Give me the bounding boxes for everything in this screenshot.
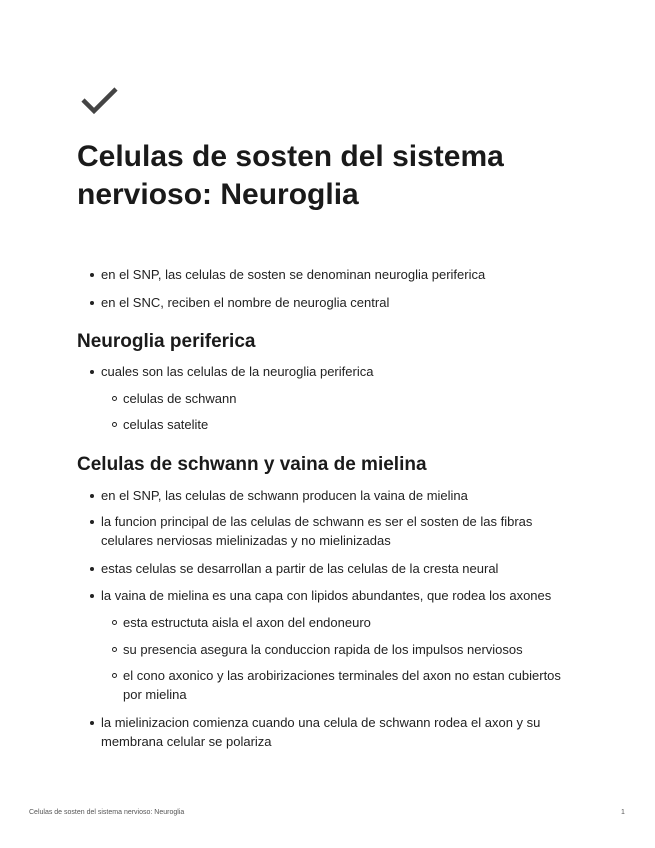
list-item: la funcion principal de las celulas de schwann es ser el sosten de las fibras celulares nerviosas mielinizadas y no mielinizadas [101,512,541,550]
page-number: 1 [621,809,625,816]
page-title: Celulas de sosten del sistema nervioso: Neuroglia [77,140,504,211]
list-item: en el SNP, las celulas de schwann producen la vaina de mielina [101,486,571,505]
list-item: en el SNP, las celulas de sosten se denominan neuroglia periferica [101,265,571,284]
section-heading: Neuroglia periferica [77,331,256,352]
section-heading: Celulas de schwann y vaina de mielina [77,454,427,475]
list-item: estas celulas se desarrollan a partir de las celulas de la cresta neural [101,559,571,578]
sub-list-item: celulas de schwann [123,389,573,408]
list-item: la mielinizacion comienza cuando una celula de schwann rodea el axon y su membrana celular se polariza [101,713,546,751]
list-item: cuales son las celulas de la neuroglia periferica [101,362,571,381]
sub-list-item: el cono axonico y las arobirizaciones terminales del axon no estan cubiertos por mielina [123,666,563,704]
list-item: la vaina de mielina es una capa con lipidos abundantes, que rodea los axones [101,586,571,605]
list-item: en el SNC, reciben el nombre de neuroglia central [101,293,571,312]
sub-list-item: esta estructuta aisla el axon del endoneuro [123,613,573,632]
sub-list-item: su presencia asegura la conduccion rapida de los impulsos nerviosos [123,640,573,659]
sub-list-item: celulas satelite [123,415,573,434]
footer-title: Celulas de sosten del sistema nervioso: Neuroglia [29,809,185,816]
checkmark-icon [80,84,120,116]
